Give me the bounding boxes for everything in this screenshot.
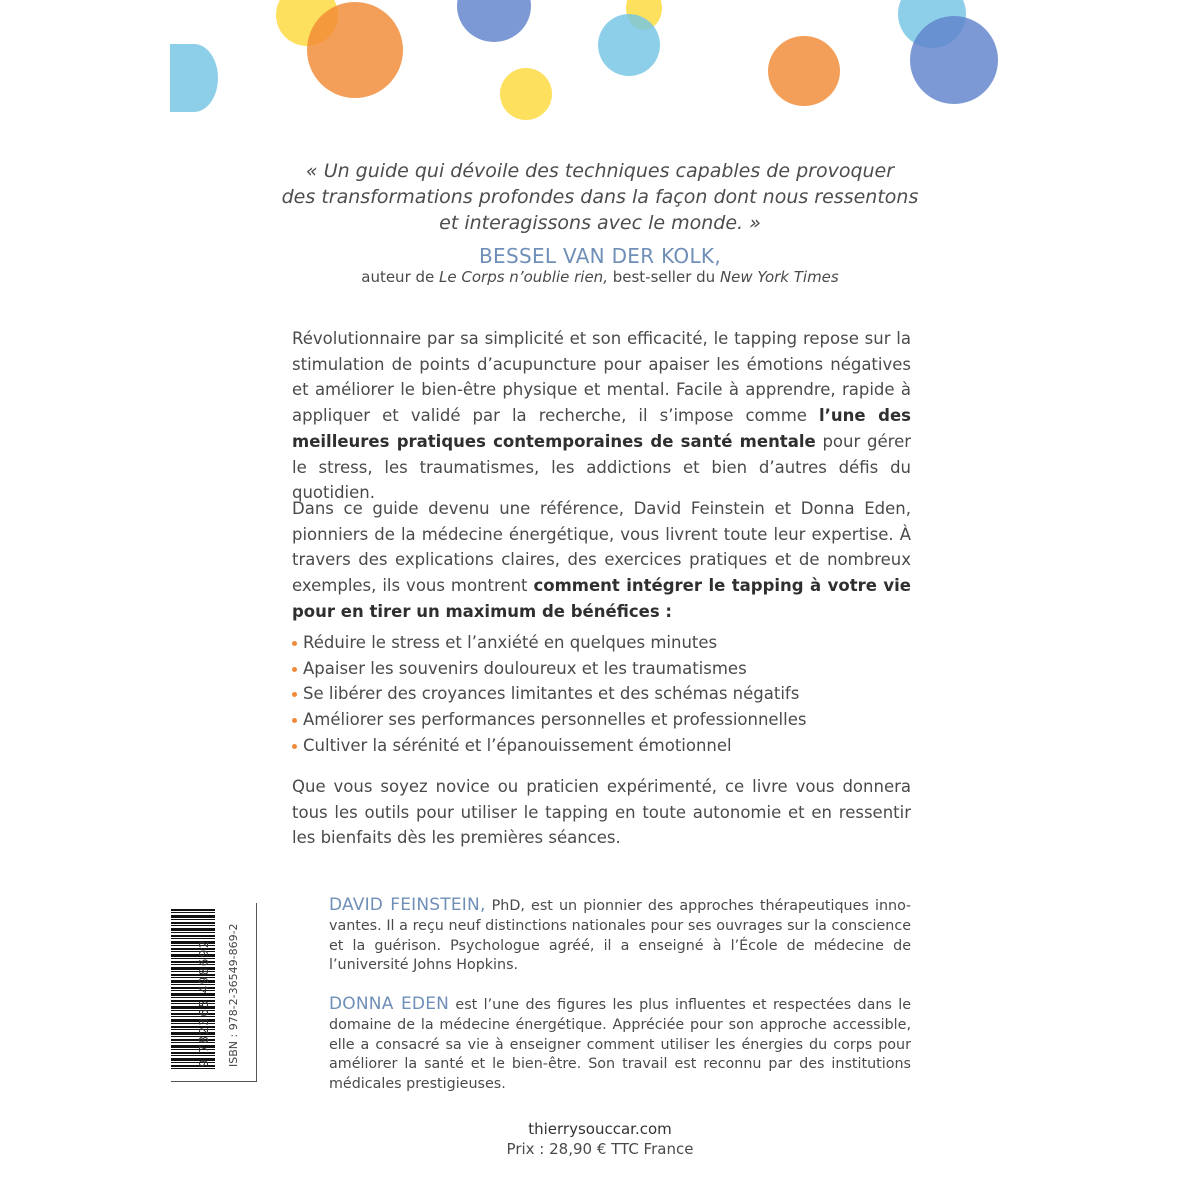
barcode <box>171 903 257 1082</box>
list-item <box>292 707 911 733</box>
decorative-dot <box>910 16 998 104</box>
bullet-icon <box>292 641 297 646</box>
decorative-dot <box>170 44 218 112</box>
decorative-dot <box>500 68 552 120</box>
bio-text: est l’une des figures les plus influentes et respectées dans le domaine de la médecine énergétique. Appréciée pour son approche accessible, elle a consacré sa vie à enseigner comment utiliser les énergies du corps pour améliorer la santé et le bien-être. Son travail est reconnu par des institutions médicales prestigieuses. <box>329 997 911 1093</box>
price-label: Prix : 28,90 € TTC France <box>506 1140 694 1158</box>
publisher-website: thierrysouccar.com <box>528 1120 672 1138</box>
credit-book: Le Corps n’oublie rien, <box>439 268 608 286</box>
quote-line: des transformations profondes dans la façon dont nous ressentons <box>281 186 919 208</box>
credit-prefix: auteur de <box>361 268 440 286</box>
quote-line: « Un guide qui dévoile des techniques capables de provoquer <box>305 160 895 182</box>
author-name: DAVID FEINSTEIN, <box>329 895 486 915</box>
endorsement-quote <box>250 158 950 236</box>
quote-author: BESSEL VAN DER KOLK, <box>479 244 721 268</box>
list-item-text: Améliorer ses performances personnelles et professionnelles <box>303 710 807 730</box>
quote-line: et interagissons avec le monde. » <box>439 212 761 234</box>
bullet-icon <box>292 718 297 723</box>
list-item-text: Se libérer des croyances limitantes et des schémas négatifs <box>303 684 800 704</box>
list-item <box>292 630 911 656</box>
credit-middle: best-seller du <box>607 268 720 286</box>
description-paragraph-1 <box>292 326 911 506</box>
paragraph-highlight: comment intégrer le tapping à votre vie pour en tirer un maximum de bénéfices : <box>292 576 911 621</box>
quote-credit <box>250 268 950 286</box>
credit-paper: New York Times <box>719 268 839 286</box>
paragraph-text: pour gérer le stress, les traumatismes, les addictions et bien d’autres défis du quotidien. <box>292 431 911 503</box>
list-item <box>292 681 911 707</box>
list-item <box>292 733 911 759</box>
bullet-icon <box>292 667 297 672</box>
list-item-text: Apaiser les souvenirs douloureux et les traumatismes <box>303 658 747 678</box>
isbn-label: ISBN : 978-2-36549-869-2 <box>227 923 240 1067</box>
description-paragraph-3: Que vous soyez novice ou praticien expérimenté, ce livre vous donnera tous les outils pour utiliser le tapping en toute autonomie et en ressentir les bienfaits dès les premières séances. <box>292 777 911 848</box>
bio-text: PhD, est un pionnier des approches thérapeutiques innovantes. Il a reçu neuf distinctions nationales pour ses ouvrages sur la conscience et la guérison. Psychologue agréé, il a enseigné à l’École de médecine de l’université Johns Hopkins. <box>329 898 911 974</box>
benefits-list <box>292 630 911 759</box>
list-item <box>292 656 911 682</box>
bullet-icon <box>292 692 297 697</box>
list-item-text: Cultiver la sérénité et l’épanouissement émotionnel <box>303 735 732 755</box>
description-paragraph-2 <box>292 496 911 625</box>
bullet-icon <box>292 744 297 749</box>
author-bio-eden <box>329 995 911 1095</box>
paragraph-text: Révolutionnaire par sa simplicité et son efficacité, le tapping repose sur la stimulation de points d’acupuncture pour apaiser les émotions négatives et améliorer le bien-être physique et mental. Facile à apprendre, rapide à appliquer et validé par la recherche, il s’impose comme <box>292 329 911 426</box>
paragraph-highlight: l’une des meilleures pratiques contemporaines de santé mentale <box>292 406 911 451</box>
decorative-dot <box>307 2 403 98</box>
decorative-dot <box>598 14 660 76</box>
author-bio-feinstein <box>329 896 911 976</box>
author-name: DONNA EDEN <box>329 994 450 1014</box>
decorative-dot <box>768 36 840 106</box>
list-item-text: Réduire le stress et l’anxiété en quelques minutes <box>303 633 718 652</box>
paragraph-text: Dans ce guide devenu une référence, David Feinstein et Donna Eden, pionniers de la médecine énergétique, vous livrent toute leur expertise. À travers des explications claires, des exercices pratiques et de nombreux exemples, ils vous montrent <box>292 499 911 596</box>
barcode-number: 9 782365 498692 <box>197 939 211 1067</box>
decorative-dot <box>457 0 531 42</box>
